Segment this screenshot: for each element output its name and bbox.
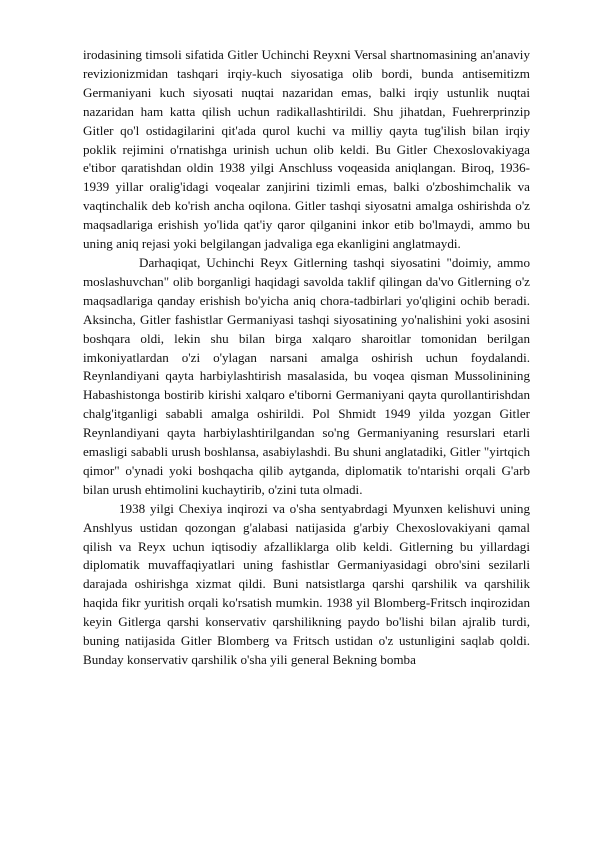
paragraph-3: 1938 yilgi Chexiya inqirozi va o'sha sentyabrdagi Myunxen kelishuvi uning Anshlyus ustidan qozongan g'alabasi natijasida g'arbiy Chexoslovakiyani qamal qilish va Reyx uchun iqtisodiy afzalliklarga olib keldi. Gitlerning bu yillardagi diplomatik muvaffaqiyatlari uning fashistlar Germaniyasidagi obro'sini sezilarli darajada oshirishga xizmat qildi. Buni natsistlarga qarshi qarshilik va qarshilik haqida fikr yuritish orqali ko'rsatish mumkin. 1938 yil Blomberg-Fritsch inqirozidan keyin Gitlerga qarshi konservativ qarshilikning paydo bo'lishi bilan ajralib turdi, buning natijasida Gitler Blomberg va Fritsch ustidan o'z ustunligini saqlab qoldi. Bunday konservativ qarshilik o'sha yili general Bekning bomba [83,500,530,667]
paragraph-2: Darhaqiqat, Uchinchi Reyx Gitlerning tashqi siyosatini "doimiy, ammo moslashuvchan" olib borganligi haqidagi savolda taklif qilingan da'vo Gitlerning o'z maqsadlariga qanday erishish bo'yicha aniq chora-tadbirlari yo'qligini ochib beradi. Aksincha, Gitler fashistlar Germaniyasi tashqi siyosatining yo'nalishini yoki asosini boshqara oldi, lekin shu bilan birga xalqaro sharoitlar tomonidan berilgan imkoniyatlardan o'zi o'ylagan narsani amalga oshirish uchun foydalandi. Reynlandiyani qayta harbiylashtirish masalasida, bu voqea qisman Mussolinining Habashistonga bostirib kirishi xalqaro e'tiborni Germaniyani qayta qurollantirishdan chalg'itganligi sababli amalga oshirildi. Pol Shmidt 1949 yilda yozgan Gitler Reynlandiyani qayta harbiylashtirilgandan so'ng Germaniyaning resurslari etarli emasligi sababli urush boshlansa, asabiylashdi. Bu shuni anglatadiki, Gitler "yirtqich qimor" o'ynadi yoki boshqacha qilib aytganda, diplomatik to'ntarishi orqali G'arb bilan urush ehtimolini kuchaytirib, o'zini tuta olmadi. [83,254,530,497]
paragraph-1: irodasining timsoli sifatida Gitler Uchinchi Reyxni Versal shartnomasining an'anaviy revizionizmidan tashqari irqiy-kuch siyosatiga olib bordi, bunda antisemitizm Germaniyani kuch siyosati nuqtai nazaridan emas, balki irqiy ustunlik nuqtai nazaridan ham katta qilish uchun radikallashtirildi. Shu jihatdan, Fuehrerprinzip Gitler qo'l ostidagilarini qit'ada qurol kuchi va milliy qayta tug'ilish bilan irqiy poklik rejimini o'rnatishga urinish uchun olib keldi. Bu Gitler Chexoslovakiyaga e'tibor qaratishdan oldin 1938 yilgi Anschluss voqeasida aniqlangan. Biroq, 1936-1939 yillar oralig'idagi voqealar zanjirini tizimli emas, balki o'zboshimchalik va vaqtinchalik deb ko'rish ancha oqilona. Gitler tashqi siyosatni amalga oshirishda o'z maqsadlariga erishish yo'lida qat'iy qaror qilganini inkor etib bo'lmaydi, ammo bu uning aniq rejasi yoki belgilangan jadvaliga ega ekanligini anglatmaydi. [83,47,530,252]
document-page [83,46,530,670]
